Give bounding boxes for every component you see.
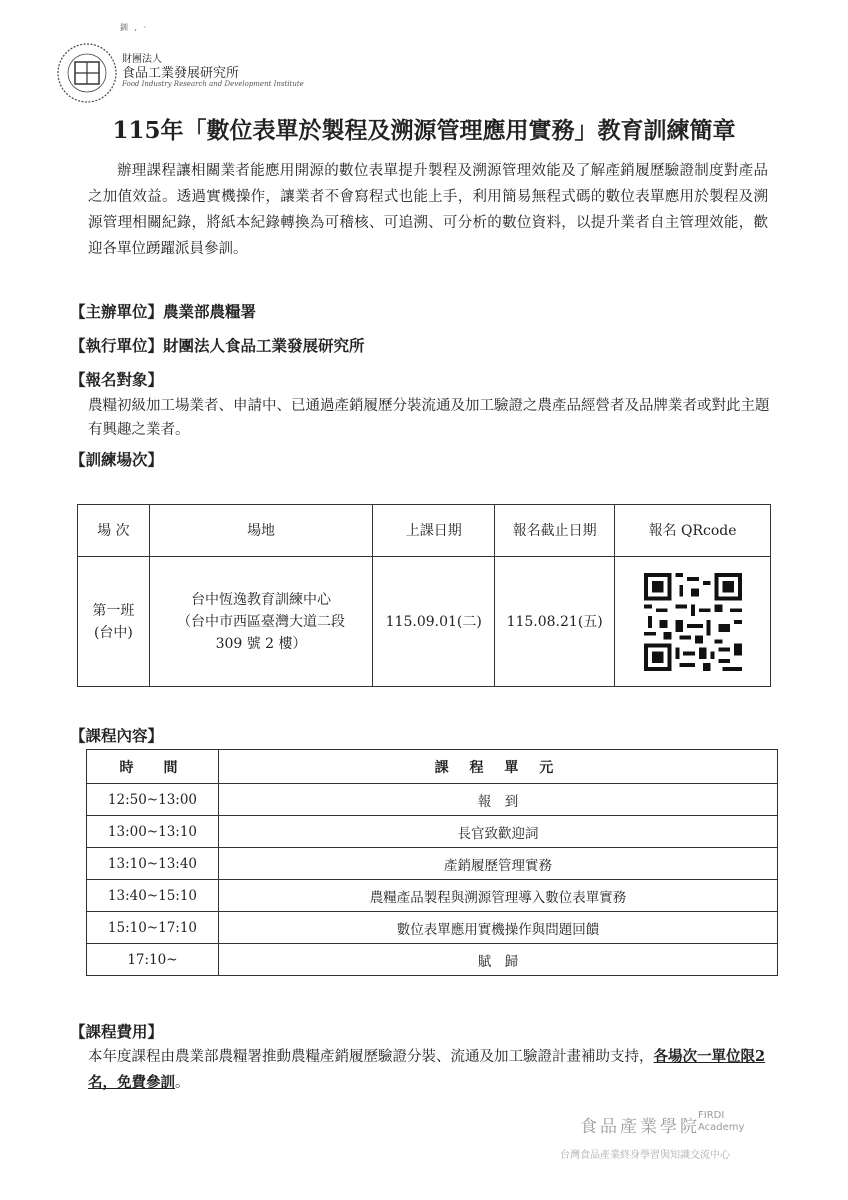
table-row xyxy=(87,880,778,912)
course-time: 12:50~13:00 xyxy=(87,784,219,816)
top-mark: 釧 , · xyxy=(120,23,149,32)
course-unit: 農糧產品製程與溯源管理導入數位表單實務 xyxy=(218,880,777,912)
target-label: 【報名對象】 xyxy=(70,370,164,389)
venue-address: （台中市西區臺灣大道二段 xyxy=(177,613,346,630)
course-time: 13:00~13:10 xyxy=(87,816,219,848)
session-name: 第一班 xyxy=(92,602,135,619)
sessions-label: 【訓練場次】 xyxy=(70,450,164,469)
sessions-header-date: 上課日期 xyxy=(373,505,495,557)
fee-text: 本年度課程由農業部農糧署推動農糧產銷履歷驗證分裝、流通及加工驗證計畫補助支持， xyxy=(88,1049,654,1065)
course-unit: 賦 歸 xyxy=(218,944,777,976)
academy-logo-en xyxy=(698,1110,744,1134)
course-time: 15:10~17:10 xyxy=(87,912,219,944)
org-name-en: Food Industry Research and Development Institute xyxy=(122,80,304,88)
sessions-header-session: 場 次 xyxy=(78,505,150,557)
fee-label: 【課程費用】 xyxy=(70,1022,164,1041)
document-title: 115年「數位表單於製程及溯源管理應用實務」教育訓練簡章 xyxy=(112,117,736,144)
executor-label: 【執行單位】 xyxy=(70,336,164,355)
course-header-unit: 課 程 單 元 xyxy=(218,750,777,784)
executor-row xyxy=(70,334,365,356)
session-city: (台中) xyxy=(93,624,133,641)
qrcode-cell xyxy=(615,557,771,687)
target-text: 農糧初級加工場業者、申請中、已通過產銷履歷分裝流通及加工驗證之農產品經營者及品牌業者或對此主題有興趣之業者。 xyxy=(88,398,770,438)
fee-end: 。 xyxy=(175,1075,190,1091)
academy-logo-text: 食品產業學院 xyxy=(580,1117,700,1137)
course-unit: 報 到 xyxy=(218,784,777,816)
organizer-label: 【主辦單位】 xyxy=(70,302,164,321)
course-unit: 數位表單應用實機操作與問題回饋 xyxy=(218,912,777,944)
table-row xyxy=(87,848,778,880)
fee-emphasis: 各場次一單位限2名，免費參訓 xyxy=(88,1048,766,1091)
course-label: 【課程內容】 xyxy=(70,726,164,745)
course-unit: 產銷履歷管理實務 xyxy=(218,848,777,880)
class-date: 115.09.01(二) xyxy=(373,557,495,687)
fee-paragraph xyxy=(88,1044,778,1096)
course-table xyxy=(86,749,778,976)
institute-seal-logo xyxy=(56,42,118,104)
course-time: 17:10~ xyxy=(87,944,219,976)
venue-name: 台中恆逸教育訓練中心 xyxy=(191,591,332,608)
table-row xyxy=(87,944,778,976)
academy-en-line2: Academy xyxy=(698,1122,745,1133)
venue-address-floor: 309 號 2 樓） xyxy=(215,635,307,652)
table-row xyxy=(87,912,778,944)
org-name: 食品工業發展研究所 xyxy=(122,66,240,81)
sessions-header-deadline: 報名截止日期 xyxy=(495,505,615,557)
organizer-row xyxy=(70,300,256,322)
deadline-date: 115.08.21(五) xyxy=(495,557,615,687)
registration-qrcode[interactable] xyxy=(644,573,742,671)
table-row xyxy=(78,557,771,687)
academy-subtitle: 台灣食品產業終身學習與知識交流中心 xyxy=(560,1150,730,1161)
org-legal-prefix: 財團法人 xyxy=(122,54,162,65)
course-time: 13:40~15:10 xyxy=(87,880,219,912)
course-unit: 長官致歡迎詞 xyxy=(218,816,777,848)
sessions-header-qrcode: 報名 QRcode xyxy=(615,505,771,557)
course-time: 13:10~13:40 xyxy=(87,848,219,880)
sessions-header-venue: 場地 xyxy=(149,505,372,557)
table-row xyxy=(87,816,778,848)
intro-paragraph: 辦理課程讓相關業者能應用開源的數位表單提升製程及溯源管理效能及了解產銷履歷驗證制度對產品之加值效益。透過實機操作，讓業者不會寫程式也能上手，利用簡易無程式碼的數位表單應用於製程及溯源管理相關紀錄，將紙本紀錄轉換為可稽核、可追溯、可分析的數位資料，以提升業者自主管理效能，歡迎各單位踴躍派員參訓。 xyxy=(88,163,768,257)
academy-en-line1: FIRDI xyxy=(698,1110,725,1121)
session-cell xyxy=(78,557,150,687)
course-header-time: 時 間 xyxy=(87,750,219,784)
organizer-value: 農業部農糧署 xyxy=(163,302,257,321)
venue-cell xyxy=(149,557,372,687)
table-row xyxy=(87,784,778,816)
sessions-table xyxy=(77,504,771,687)
executor-value: 財團法人食品工業發展研究所 xyxy=(163,336,365,355)
